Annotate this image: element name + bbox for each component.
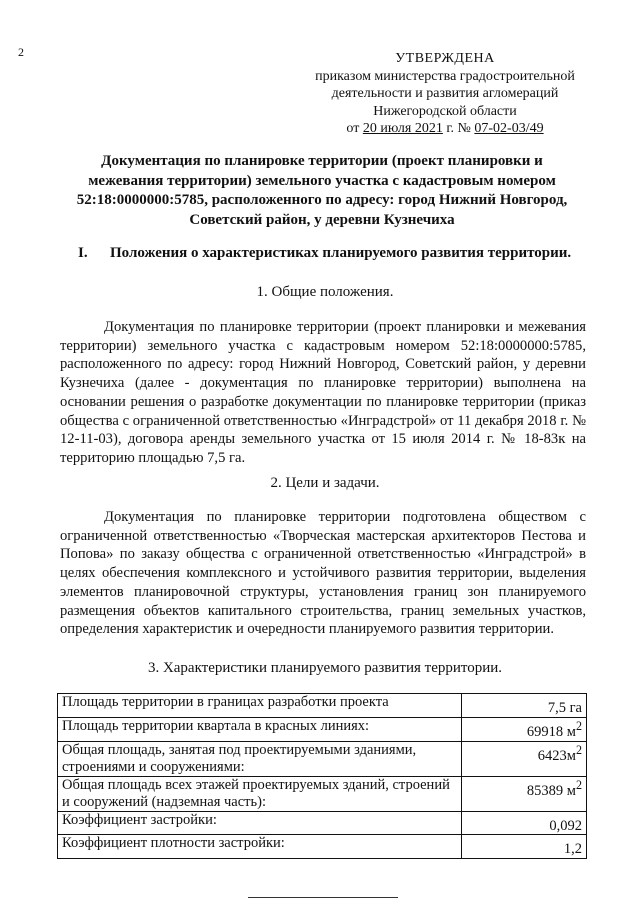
- subsection-1-paragraph: Документация по планировке территории (проект планировки и межевания территории) земельного участка с кадастровым номером 52:18:0000000:5785, расположенного по адресу: город Нижний Новгород, Советский район, у деревни Кузнечиха (далее - документация по планировке территории) выполнена на основании решения о разработке документации по планировке территории (приказ общества с ограниченной ответственностью «Инградстрой» от 11 декабря 2018 г. № 12-11-03), договора аренды земельного участка от 15 июля 2014 г. № 18-83к на территорию площадью 7,5 га.: [60, 319, 586, 466]
- approval-line-1: приказом министерства градостроительной: [315, 68, 575, 84]
- subsection-2-title: 2. Цели и задачи.: [270, 475, 380, 491]
- row-value: [462, 835, 587, 859]
- row-value: [462, 694, 587, 718]
- row-value-text: 1,2: [563, 841, 582, 858]
- table-row: [58, 741, 587, 776]
- title-line-3: 52:18:0000000:5785, расположенного по адресу: город Нижний Новгород,: [76, 192, 568, 208]
- table-row: [58, 694, 587, 718]
- row-value-text: 0,092: [549, 817, 582, 834]
- row-value-text: 85389 м: [526, 782, 576, 799]
- row-value: [462, 717, 587, 741]
- approval-number: 07-02-03/49: [474, 121, 544, 136]
- approval-heading: УТВЕРЖДЕНА: [395, 51, 495, 66]
- row-label: Площадь территории квартала в красных линиях:: [58, 717, 462, 741]
- row-value-text: 7,5 га: [547, 699, 582, 716]
- approval-line-2: деятельности и развития агломераций: [331, 86, 559, 101]
- row-label: Общая площадь всех этажей проектируемых зданий, строений и сооружений (надземная часть):: [58, 776, 462, 811]
- row-value-text: 69918 м: [526, 723, 576, 740]
- table-row: [58, 717, 587, 741]
- section-title: Положения о характеристиках планируемого развития территории.: [110, 245, 572, 261]
- row-value-text: 6423м: [537, 747, 576, 764]
- subsection-2-paragraph: Документация по планировке территории подготовлена обществом с ограниченной ответственностью «Творческая мастерская архитекторов Пестова и Попова» по заказу общества с ограниченной ответственностью «Инградстрой» в целях обеспечения комплексного и устойчивого развития территории, выделения элементов планировочной структуры, установления границ зон планируемого размещения объектов капитального строительства, границ земельных участков, определения характеристик и очередности планируемого развития территории.: [60, 509, 586, 638]
- row-label: Общая площадь, занятая под проектируемыми зданиями, строениями и сооружениями:: [58, 741, 462, 776]
- row-label: Коэффициент плотности застройки:: [58, 835, 462, 859]
- section-number: I.: [78, 245, 88, 261]
- row-value-unit-exponent: 2: [575, 718, 582, 733]
- page-margin-mark: 2: [18, 45, 24, 59]
- title-line-2: межевания территории) земельного участка с кадастровым номером: [88, 172, 556, 189]
- approval-date-prefix: от: [346, 121, 360, 136]
- row-value: [462, 776, 587, 811]
- characteristics-table: [57, 693, 587, 859]
- approval-date: 20 июля 2021: [362, 121, 443, 136]
- section-heading: [78, 244, 598, 263]
- row-value: [462, 811, 587, 835]
- row-label: Коэффициент застройки:: [58, 811, 462, 835]
- table-row: [58, 776, 587, 811]
- approval-date-line: [300, 120, 590, 138]
- approval-number-prefix: г. №: [446, 121, 471, 136]
- row-value-unit-exponent: 2: [575, 742, 582, 757]
- row-value-unit-exponent: 2: [575, 777, 582, 792]
- title-line-4: Советский район, у деревни Кузнечиха: [189, 211, 455, 228]
- table-row: [58, 811, 587, 835]
- row-value: [462, 741, 587, 776]
- row-label: Площадь территории в границах разработки проекта: [58, 694, 462, 718]
- table-row: [58, 835, 587, 859]
- subsection-3-title: 3. Характеристики планируемого развития территории.: [147, 660, 503, 676]
- subsection-1-title: 1. Общие положения.: [256, 284, 394, 300]
- footer-divider: [248, 897, 398, 898]
- approval-line-3: Нижегородской области: [373, 103, 517, 119]
- document-title: [58, 152, 586, 230]
- approval-stamp: [300, 50, 590, 138]
- title-line-1: Документация по планировке территории (проект планировки и: [101, 153, 543, 169]
